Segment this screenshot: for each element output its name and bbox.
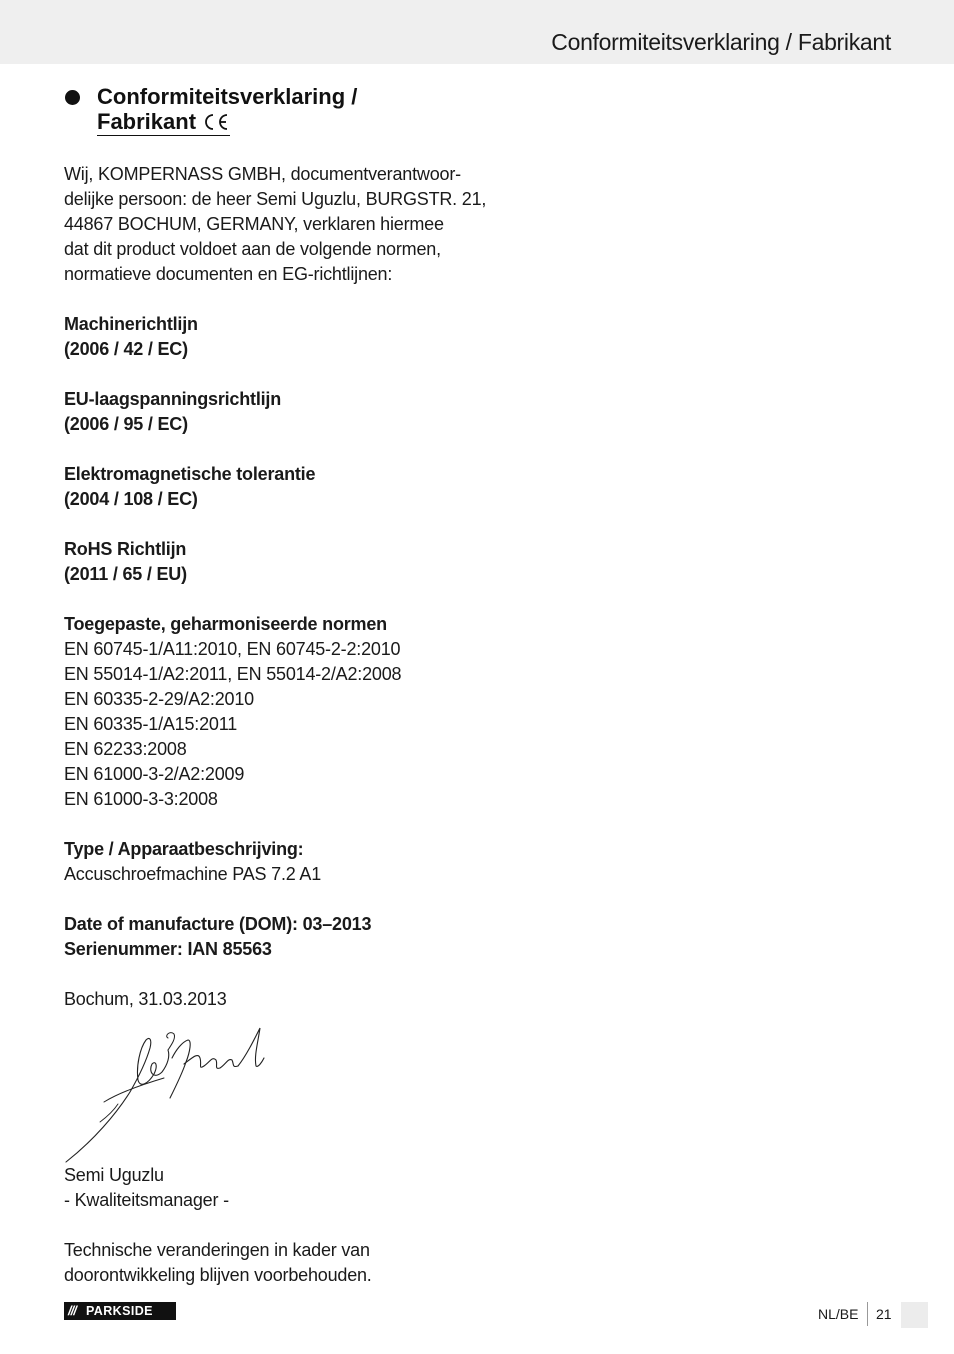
ce-mark-icon [202, 112, 230, 132]
standard-item: EN 62233:2008 [64, 739, 187, 759]
bullet-dot-icon [65, 90, 80, 105]
signer-role: - Kwaliteitsmanager - [64, 1190, 229, 1210]
intro-line: dat dit product voldoet aan de volgende normen, [64, 239, 441, 259]
page-header [0, 0, 954, 64]
logo-stripes-icon: /// [68, 1303, 76, 1318]
manufacture-block [64, 912, 484, 962]
page-number: 21 [876, 1306, 892, 1322]
directive-name: Elektromagnetische tolerantie [64, 464, 316, 484]
type-value: Accuschroefmachine PAS 7.2 A1 [64, 864, 322, 884]
intro-line: 44867 BOCHUM, GERMANY, verklaren hiermee [64, 214, 444, 234]
declaration-content [64, 162, 487, 1012]
standard-item: EN 55014-1/A2:2011, EN 55014-2/A2:2008 [64, 664, 402, 684]
footnote [64, 1238, 372, 1288]
directive-code: (2004 / 108 / EC) [64, 489, 198, 509]
signer-name: Semi Uguzlu [64, 1165, 164, 1185]
footnote-line: doorontwikkeling blijven voorbehouden. [64, 1265, 372, 1285]
standards-title: Toegepaste, geharmoniseerde normen [64, 614, 387, 634]
section-title-line-2-wrapper [97, 109, 230, 136]
type-label: Type / Apparaatbeschrijving: [64, 839, 304, 859]
manufacture-date: Date of manufacture (DOM): 03–2013 [64, 914, 372, 934]
place-date [64, 987, 484, 1012]
footer-language: NL/BE [818, 1306, 859, 1322]
intro-line: normatieve documenten en EG-richtlijnen: [64, 264, 393, 284]
standards-block [64, 612, 484, 812]
directive-name: Machinerichtlijn [64, 314, 198, 334]
directive-machinery [64, 312, 484, 362]
directive-name: EU-laagspanningsrichtlijn [64, 389, 282, 409]
parkside-logo [64, 1302, 176, 1320]
signature-image [64, 1022, 274, 1164]
directive-code: (2006 / 95 / EC) [64, 414, 188, 434]
type-block [64, 837, 484, 887]
directive-name: RoHS Richtlijn [64, 539, 187, 559]
signer-block [64, 1163, 229, 1213]
directive-low-voltage [64, 387, 484, 437]
footnote-line: Technische veranderingen in kader van [64, 1240, 370, 1260]
footer-tab-marker [901, 1302, 928, 1328]
directive-code: (2011 / 65 / EU) [64, 564, 187, 584]
section-title-line-1: Conformiteitsverklaring / [97, 84, 358, 109]
standard-item: EN 60745-1/A11:2010, EN 60745-2-2:2010 [64, 639, 401, 659]
serial-number: Serienummer: IAN 85563 [64, 939, 272, 959]
standard-item: EN 61000-3-2/A2:2009 [64, 764, 245, 784]
footer-divider [867, 1302, 868, 1326]
brand-name: PARKSIDE [86, 1304, 153, 1318]
section-title-line-2: Fabrikant [97, 109, 197, 134]
standard-item: EN 61000-3-3:2008 [64, 789, 218, 809]
intro-line: delijke persoon: de heer Semi Uguzlu, BURGSTR. 21, [64, 189, 487, 209]
place-date-text: Bochum, 31.03.2013 [64, 989, 227, 1009]
directive-code: (2006 / 42 / EC) [64, 339, 188, 359]
directive-rohs [64, 537, 484, 587]
directive-emc [64, 462, 484, 512]
standard-item: EN 60335-1/A15:2011 [64, 714, 238, 734]
running-title: Conformiteitsverklaring / Fabrikant [551, 29, 891, 55]
section-title [97, 84, 357, 136]
intro-line: Wij, KOMPERNASS GMBH, documentverantwoor- [64, 164, 461, 184]
intro-paragraph [64, 162, 487, 287]
standard-item: EN 60335-2-29/A2:2010 [64, 689, 254, 709]
